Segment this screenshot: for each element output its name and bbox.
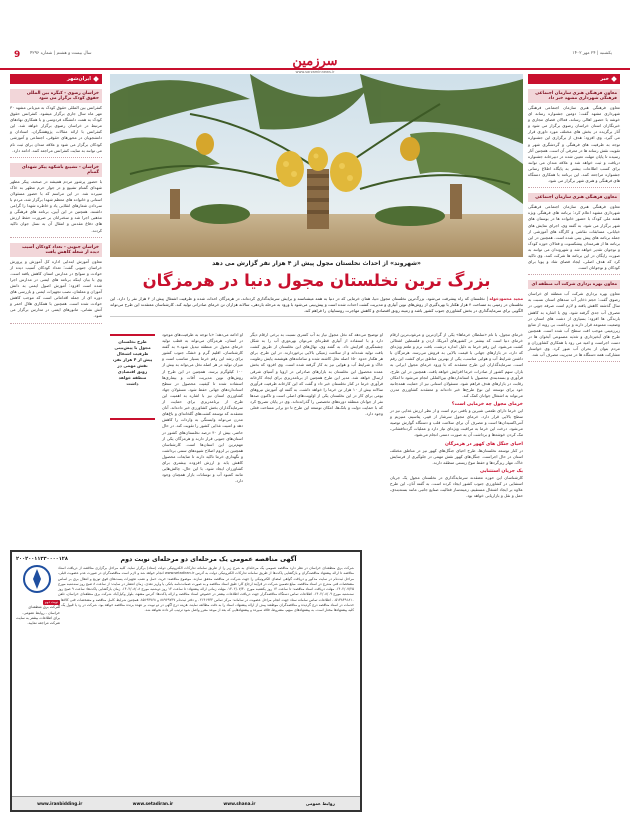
logo-text: سرزمین [292,54,338,69]
article-lead: مجید محمودخواه | نخلستان که راه پیشرفت می‌شود. بزرگ‌ترین نخلستان مجول دنیا، همان خرمایی که در دنیا به همه میشناسند و برایش سرمایه‌گذاری کرده‌اند، در هرمزگان احداث شده و ظرفیت اشتغال پیش از ۴ هزار نفر را دارد. این نخلستان در زمینی به مساحت ۴ هزار هکتار با بهره‌گیری از روش‌های نوین آبیاری و مدیریت کشت احداث شده است و پیش‌بینی می‌شود با ورود به مرحله باردهی، سالانه هزاران تن خرمای صادراتی تولید کند. کارشناسان معتقدند این طرح می‌تواند الگویی برای سرمایه‌گذاری در بخش کشاورزی جنوب کشور باشد و زمینه رونق اقتصادی و کاهش مهاجرت روستاییان را فراهم کند. [110,296,523,317]
news-body: کنفرانس بین المللی حقوق کودک به میزبانی مشهد ۳۰ مهر ماه سال جاری برگزار میشود. کنفرانس حقوق کودک به همت دانشگاه فردوسی و با همکاری نهادهای مرتبط در خراسان رضوی برگزار خواهد شد. این کنفرانس با ارائه مقالات پژوهشگران، استادان و دانشجویان در محورهای حقوقی، اجتماعی و آموزشی کودکان برگزار می شود و علاقه مندان برای ثبت نام می توانند به سایت کنفرانس مراجعه کنند. ادامه دارد. [10,105,102,153]
news-item [10,238,102,324]
page-header [0,0,630,74]
column-text: او توضیح می‌دهد که نخل مجول نیاز به آب کمتری نسبت به برخی ارقام دیگر دارد و با استفاده از آبیاری قطره‌ای می‌توان بهره‌وری آب را به شکل چشمگیری افزایش داد. به گفته وی، نهال‌های این نخلستان از طریق کشت بافت تولید شده‌اند و از سلامت ژنتیکی بالایی برخوردارند. در این طرح، برای هر هکتار حدود ۱۵۰ اصله نخل کاشته شده و سامانه‌های هوشمند پایش رطوبت خاک و شرایط آب و هوایی نیز به کار گرفته شده است. وی افزود که بخش عمده محصول این نخلستان به بازارهای صادراتی در اروپا و آسیای شرقی ارسال خواهد شد. مدیر این طرح همچنین از برنامه‌ریزی برای ایجاد کارخانه فرآوری خرما در کنار نخلستان خبر داد و گفت که این کارخانه ظرفیت فرآوری سالانه بیش از ۱۰ هزار تن خرما را خواهد داشت. به گفته او، آموزش نیروهای بومی برای کار در این نخلستان یکی از اولویت‌های اصلی است و تاکنون صدها نفر از جوانان منطقه دوره‌های تخصصی را گذرانده‌اند. وی در پایان تصریح کرد که با حمایت دولت و بانک‌ها، امکان توسعه این طرح تا دو برابر مساحت فعلی وجود دارد. [250,332,383,417]
news-body: معاون فرهنگی هنری سازمان اجتماعی فرهنگی شهرداری مشهد اعلام کرد: برنامه های فرهنگی ویژه هفته ملی کودک با حضور خانواده ها در بوستان های شهر برگزار می شود. به گفته وی، اجرای نمایش های خیابانی، مسابقات نقاشی و کارگاه های آموزشی از جمله برنامه های پیش بینی شده است. همچنین در این برنامه ها از هنرمندان پیشکسوت و فعالان حوزه کودک و نوجوان تقدیر خواهد شد و شهروندان می توانند به صورت رایگان در این برنامه ها شرکت کنند. وی تاکید کرد که هدف اصلی، ایجاد فضای شاد و پویا برای کودکان و نوجوانان است. [528,204,620,271]
column-text: کارشناسان این حوزه معتقدند سرمایه‌گذاری در نخلستان مجول یک جریان استثنایی در کشاورزی جنوب کشور ایجاد کرده است. به گفته آنان، این طرح علاوه بر ایجاد اشتغال مستقیم، زمینه‌ساز فعالیت صنایع جانبی مانند بسته‌بندی، حمل و نقل و بازاریابی خواهد بود. [390,474,523,499]
ad-sidebar [16,600,60,626]
article-kicker: «شهروند» از احداث نخلستان مجول پیش از ۴ هزار نفر گزارش می دهد [212,260,421,267]
news-title: خراسان جنوبی - تعداد کودکان آسیب دیده از شعله کاهش یافت [10,243,102,257]
footer-pr: روابط عمومی [305,801,335,806]
issue-date: یکشنبه | ۲۴ مهر ۱۴۰۲ [572,51,612,56]
article-headline: بزرگ ترین نخلستان مجول دنیا در هرمزگان [142,271,491,290]
news-item [10,84,102,158]
subheading: یک جریان استثنایی [480,468,523,474]
right-news-column [528,74,620,810]
news-body: معاون فرهنگی هنری سازمان اجتماعی فرهنگی شهرداری مشهد گفت: دومین جشنواره رسانه ای خوشه با حضور اهالی رسانه، فعالان فضای مجازی و خبرنگاران استان خراسان رضوی برگزار می شود و آثار برگزیده در بخش های مختلف مورد داوری قرار می گیرد. وی افزود: هدف از برگزاری این جشنواره توجه به ظرفیت های فرهنگی و گردشگری شهر و تقویت نقش رسانه ها در معرفی آن است. همچنین آثار رسیده تا پایان مهلت تعیین شده در دبیرخانه جشنواره دریافت و ثبت خواهد شد و علاقه مندان می توانند برای کسب اطلاعات بیشتر به پایگاه اطلاع رسانی جشنواره مراجعه کنند. این برنامه با همکاری دستگاه های فرهنگی و هنری شهر برگزار می شود. [528,105,620,184]
subheading: خرمای مجول چه خرمایی است؟ [451,402,523,408]
section-header [528,74,620,84]
news-item [10,158,102,238]
news-title: معاون بهره برداری شرکت آب منطقه ای [528,280,620,289]
footer-link[interactable]: www.iranbidding.ir [37,801,83,806]
footer-link[interactable]: www.setadiran.ir [132,801,174,806]
ad-side-text: شرکت برق منطقه‌ای خراسان - روابط عمومی. برای اطلاعات بیشتر به سایت شرکت مراجعه نمایید. [16,605,60,626]
news-item [528,188,620,275]
news-title: خراسان رضوی - کنگره بین المللی حقوق کودک برگزار می شود [10,89,102,103]
tender-advertisement[interactable] [10,550,362,812]
column-text: در کنار توسعه نخلستان‌ها، طرح احیای جنگل‌های کهور نیز در مناطق مختلف استان در حال اجراست. جنگل‌های کهور نقش مهمی در جلوگیری از فرسایش خاک، مهار ریزگردها و حفظ تنوع زیستی منطقه دارند. [390,447,523,465]
column-text: خرمای مجول، با نام «سلطان خرماها» یکی از گران‌ترین و مرغوب‌ترین ارقام خرمای دنیا است که بیشتر در کشورهای آمریکا، اردن و فلسطین اشغالی کشت می‌شود. این رقم خرما به دلیل اندازه درشت، بافت نرم و طعم ویژه‌ای که دارد، در بازارهای جهانی با قیمت بالایی به فروش می‌رسد. هرمزگان با داشتن شرایط آب و هوایی مناسب، یکی از بهترین مناطق برای کشت این رقم است. سرمایه‌گذاران این طرح معتقدند که با ورود خرمای مجول ایرانی به بازار، سهم کشور از صادرات خرما افزایش خواهد یافت. همچنین در این طرح، فرآوری و بسته‌بندی محصول با استانداردهای بین‌المللی انجام می‌شود تا امکان رقابت در بازارهای هدف فراهم شود. مسئولان استانی نیز از حمایت همه‌جانبه خود برای توسعه این نوع طرح‌ها خبر داده‌اند و معتقدند کشاورزی مدرن می‌تواند به اشتغال جوانان کمک کند. [390,332,523,398]
article-column-right [390,332,523,499]
column-text: او ادامه می‌دهد: «با توجه به ظرفیت‌های موجود در استان، هرمزگان می‌تواند به قطب تولید خرمای مجول در منطقه تبدیل شود.» به گفته کارشناسان، اقلیم گرم و خشک جنوب کشور برای رشد این رقم خرما بسیار مناسب است و میزان تولید در هر اصله نخل می‌تواند به بیش از ۱۰۰ کیلوگرم برسد. همچنین در این طرح از روش‌های نوین مدیریت آفات و بیماری‌ها استفاده شده تا کیفیت محصول در سطح استانداردهای جهانی حفظ شود. مسئولان جهاد کشاورزی استان نیز با اشاره به اهمیت این طرح، از برنامه‌ریزی برای حمایت از سرمایه‌گذاران بخش کشاورزی خبر داده‌اند. آنان معتقدند که توسعه کشت‌های گلخانه‌ای و باغ‌های مدرن می‌تواند وابستگی به واردات را کاهش دهد و امنیت غذایی کشور را تقویت کند. در حال حاضر، بیش از ۴۰ درصد نخلستان‌های کشور در استان‌های جنوبی قرار دارند و هرمزگان یکی از مهم‌ترین این استان‌ها است. کارشناسان همچنین بر لزوم اصلاح شیوه‌های سنتی برداشت و نگهداری خرما تاکید دارند تا ضایعات محصول کاهش یابد و ارزش افزوده بیشتری برای کشاورزان ایجاد شود. با این حال، چالش‌هایی مانند کمبود آب و نوسانات بازار همچنان وجود دارد. [162,332,243,484]
date-palm-photo [110,74,523,257]
ad-number: ۲۰۰۲۰۰۱۱۳۳۰۰۰۰۱۲۸ [16,556,68,562]
ad-body: شرکت برق منطقه‌ای خراسان در نظر دارد مناقصه عمومی یک مرحله‌ای به شرح زیر را از طریق سامانه تدارکات الکترونیکی دولت (ستاد) برگزار نماید. کلیه مراحل برگزاری مناقصه از دریافت اسناد مناقصه تا ارائه پیشنهاد مناقصه‌گران و بازگشایی پاکت‌ها از طریق سامانه تدارکات الکترونیکی دولت به آدرس www.setadiran.ir انجام خواهد شد و لازم است مناقصه‌گران در صورت عدم عضویت قبلی، مراحل ثبت‌نام در سایت مذکور و دریافت گواهی امضای الکترونیکی را جهت شرکت در مناقصه محقق سازند. موضوع مناقصه: خرید، حمل و نصب تجهیزات پست‌های فوق توزیع و انتقال برق بر اساس مشخصات فنی مندرج در اسناد مناقصه. مبلغ تضمین شرکت در فرآیند ارجاع کار: طبق اسناد مناقصه و به صورت ضمانت‌نامه بانکی یا واریز نقدی. زمان انتشار در سایت: از ساعت ۸ صبح روز سه‌شنبه مورخ ۱۴۰۲/۰۷/۲۵. مهلت دریافت اسناد مناقصه: تا ساعت ۱۴ روز یکشنبه مورخ ۱۴۰۲/۰۷/۳۰. مهلت زمانی ارائه پیشنهاد: تا ساعت ۱۴ روز دوشنبه مورخ ۱۴۰۲/۰۸/۰۸. زمان بازگشایی پاکت‌ها: ساعت ۹ صبح روز سه‌شنبه مورخ ۱۴۰۲/۰۸/۰۹. اطلاعات تماس دستگاه مناقصه‌گزار جهت دریافت اطلاعات بیشتر در خصوص اسناد مناقصه و ارائه پاکت‌ها: آدرس مشهد، بلوار وکیل‌آباد، شرکت برق منطقه‌ای خراسان، تلفن ۰۵۱۳۸۴۹۱۸۱۰. اطلاعات تماس سامانه ستاد جهت انجام مراحل عضویت در سامانه: مرکز تماس ۰۲۱۴۱۹۳۴ و دفتر ثبت‌نام ۸۸۹۶۹۷۳۷ و ۸۵۱۹۳۷۶۸. همچنین شرایط کامل مناقصه و مشخصات فنی کالاها و خدمات در اسناد مناقصه درج گردیده و مناقصه‌گران موظفند پیش از ارائه پیشنهاد، اسناد را به دقت مطالعه نمایند. هزینه درج آگهی در دو نوبت بر عهده برنده مناقصه خواهد بود. شرکت در رد یا قبول یک یا کلیه پیشنهادها مختار است. به پیشنهادهای مبهم، مشروط، فاقد سپرده و پیشنهادهایی که بعد از موعد مقرر واصل شود ترتیب اثر داده نخواهد شد. [58,566,355,613]
company-logo-icon [20,564,54,594]
subheading: احیای جنگل های کهور در هرمزگان [444,441,523,447]
issue-info: سال بیست و هشتم | شماره ۴۲۹۶ [30,51,92,56]
lead-author: مجید محمودخواه [489,296,523,301]
article-column-middle [250,332,383,417]
footer-link[interactable]: www.shana.ir [223,801,256,806]
lead-body: نخلستان که راه پیشرفت می‌شود. بزرگ‌ترین نخلستان مجول دنیا، همان خرمایی که در دنیا به همه میشناسند و برایش سرمایه‌گذاری کرده‌اند، در هرمزگان احداث شده و ظرفیت اشتغال پیش از ۴ هزار نفر را دارد. این نخلستان در زمینی به مساحت ۴ هزار هکتار با بهره‌گیری از روش‌های نوین آبیاری و مدیریت کشت احداث شده است و پیش‌بینی می‌شود با ورود به مرحله باردهی، سالانه هزاران تن خرمای صادراتی تولید کند. کارشناسان معتقدند این طرح می‌تواند الگویی برای سرمایه‌گذاری در بخش کشاورزی جنوب کشور باشد و زمینه رونق اقتصادی و کاهش مهاجرت روستاییان را فراهم کند. [110,296,523,313]
ad-footer-bar [12,796,360,810]
section-header [10,74,102,84]
news-body: معاون آموزش ابتدایی اداره کل آموزش و پرورش خراسان جنوبی گفت: تعداد کودکان آسیب دیده از حوادث و سوانح در مدارس استان کاهش یافته است. وی با بیان اینکه برنامه های ایمنی در مدارس اجرا شده است افزود: آموزش اصول ایمنی به دانش آموزان و معلمان، نصب تجهیزات ایمنی و بازرسی های دوره ای از جمله اقداماتی است که موجب کاهش حوادث شده است. همچنین با همکاری هلال احمر و آتش نشانی، مانورهای ایمنی در مدارس برگزار می شود. [10,258,102,319]
diamond-icon [611,76,617,82]
palm-tree-illustration [110,74,523,257]
news-body: معاون بهره برداری شرکت آب منطقه ای خراسان رضوی گفت: حجم ذخایر آب سدهای استان نسبت به سال گذشته کاهش یافته و لازم است صرفه جویی در مصرف آب جدی گرفته شود. وی با اشاره به کاهش بارندگی ها افزود: بسیاری از دشت های استان در وضعیت ممنوعه قرار دارند و برداشت بی رویه از منابع زیرزمینی موجب افت سطح آب شده است. همچنین طرح های آبخیزداری و تغذیه مصنوعی آبخوان ها در دست اجراست و امید می رود با همکاری کشاورزان و مردم بتوان از بحران آب عبور کرد. وی خواستار مشارکت همه دستگاه ها در مدیریت مصرف آب شد. [528,291,620,358]
column-text: این خرما دارای طعمی شیرین و بافتی نرم است و از نظر ارزش غذایی نیز در سطح بالایی قرار دارد. خرمای مجول سرشار از فیبر، پتاسیم، منیزیم و آنتی‌اکسیدان‌ها است و مصرف آن برای سلامت قلب و دستگاه گوارش توصیه می‌شود. درخت این خرما به مراقبت ویژه‌ای نیاز دارد و عملیات گرده‌افشانی، تنک کردن خوشه‌ها و برداشت آن به صورت دستی انجام می‌شود. [390,408,523,438]
section-title: خبر [600,76,609,82]
news-item [528,84,620,188]
news-title: معاون فرهنگی هنری سازمان اجتماعی فرهنگی شهرداری مشهد خبر داد [528,89,620,103]
masthead-logo[interactable] [0,50,630,74]
news-item [528,275,620,362]
pull-quote: طرح نخلستان مجول با پیش‌بینی ظرفیت اشتغال پیش از ۴ هزار نفر، نقش مهمی در رونق اقتصادی منطقه خواهد داشت [110,334,155,420]
news-title: معاون فرهنگی هنری سازمان اجتماعی [528,193,620,202]
news-title: خراسان - تشییع باشکوه پیکر شهدای گمنام [10,163,102,177]
diamond-icon [93,76,99,82]
logo-url: www.sarzaminnews.ir [295,70,335,74]
page-number: 9 [14,50,21,60]
left-news-column [10,74,102,544]
section-title: ایران‌شهر [66,76,91,82]
news-body: با حضور پرشور مردم همیشه در صحنه، پیکر مطهر شهدای گمنام تشییع و در جوار حرم مطهر به خاک سپرده شد. در این مراسم که با حضور مسئولان استانی و خانواده های معظم شهدا برگزار شد، مردم با سردادن شعارهای انقلابی یاد و خاطره شهدا را گرامی داشتند. همچنین در این آیین، برنامه های فرهنگی و مذهبی اجرا شد و سخنرانان بر ضرورت حفظ ارزش های دفاع مقدس و انتقال آن به نسل جوان تاکید کردند. [10,178,102,233]
ad-badge: نوبت دوم [44,600,58,604]
ad-title: آگهی مناقصه عمومی یک مرحله‌ای دو مرحله‌ای نوبت دوم [120,556,297,563]
